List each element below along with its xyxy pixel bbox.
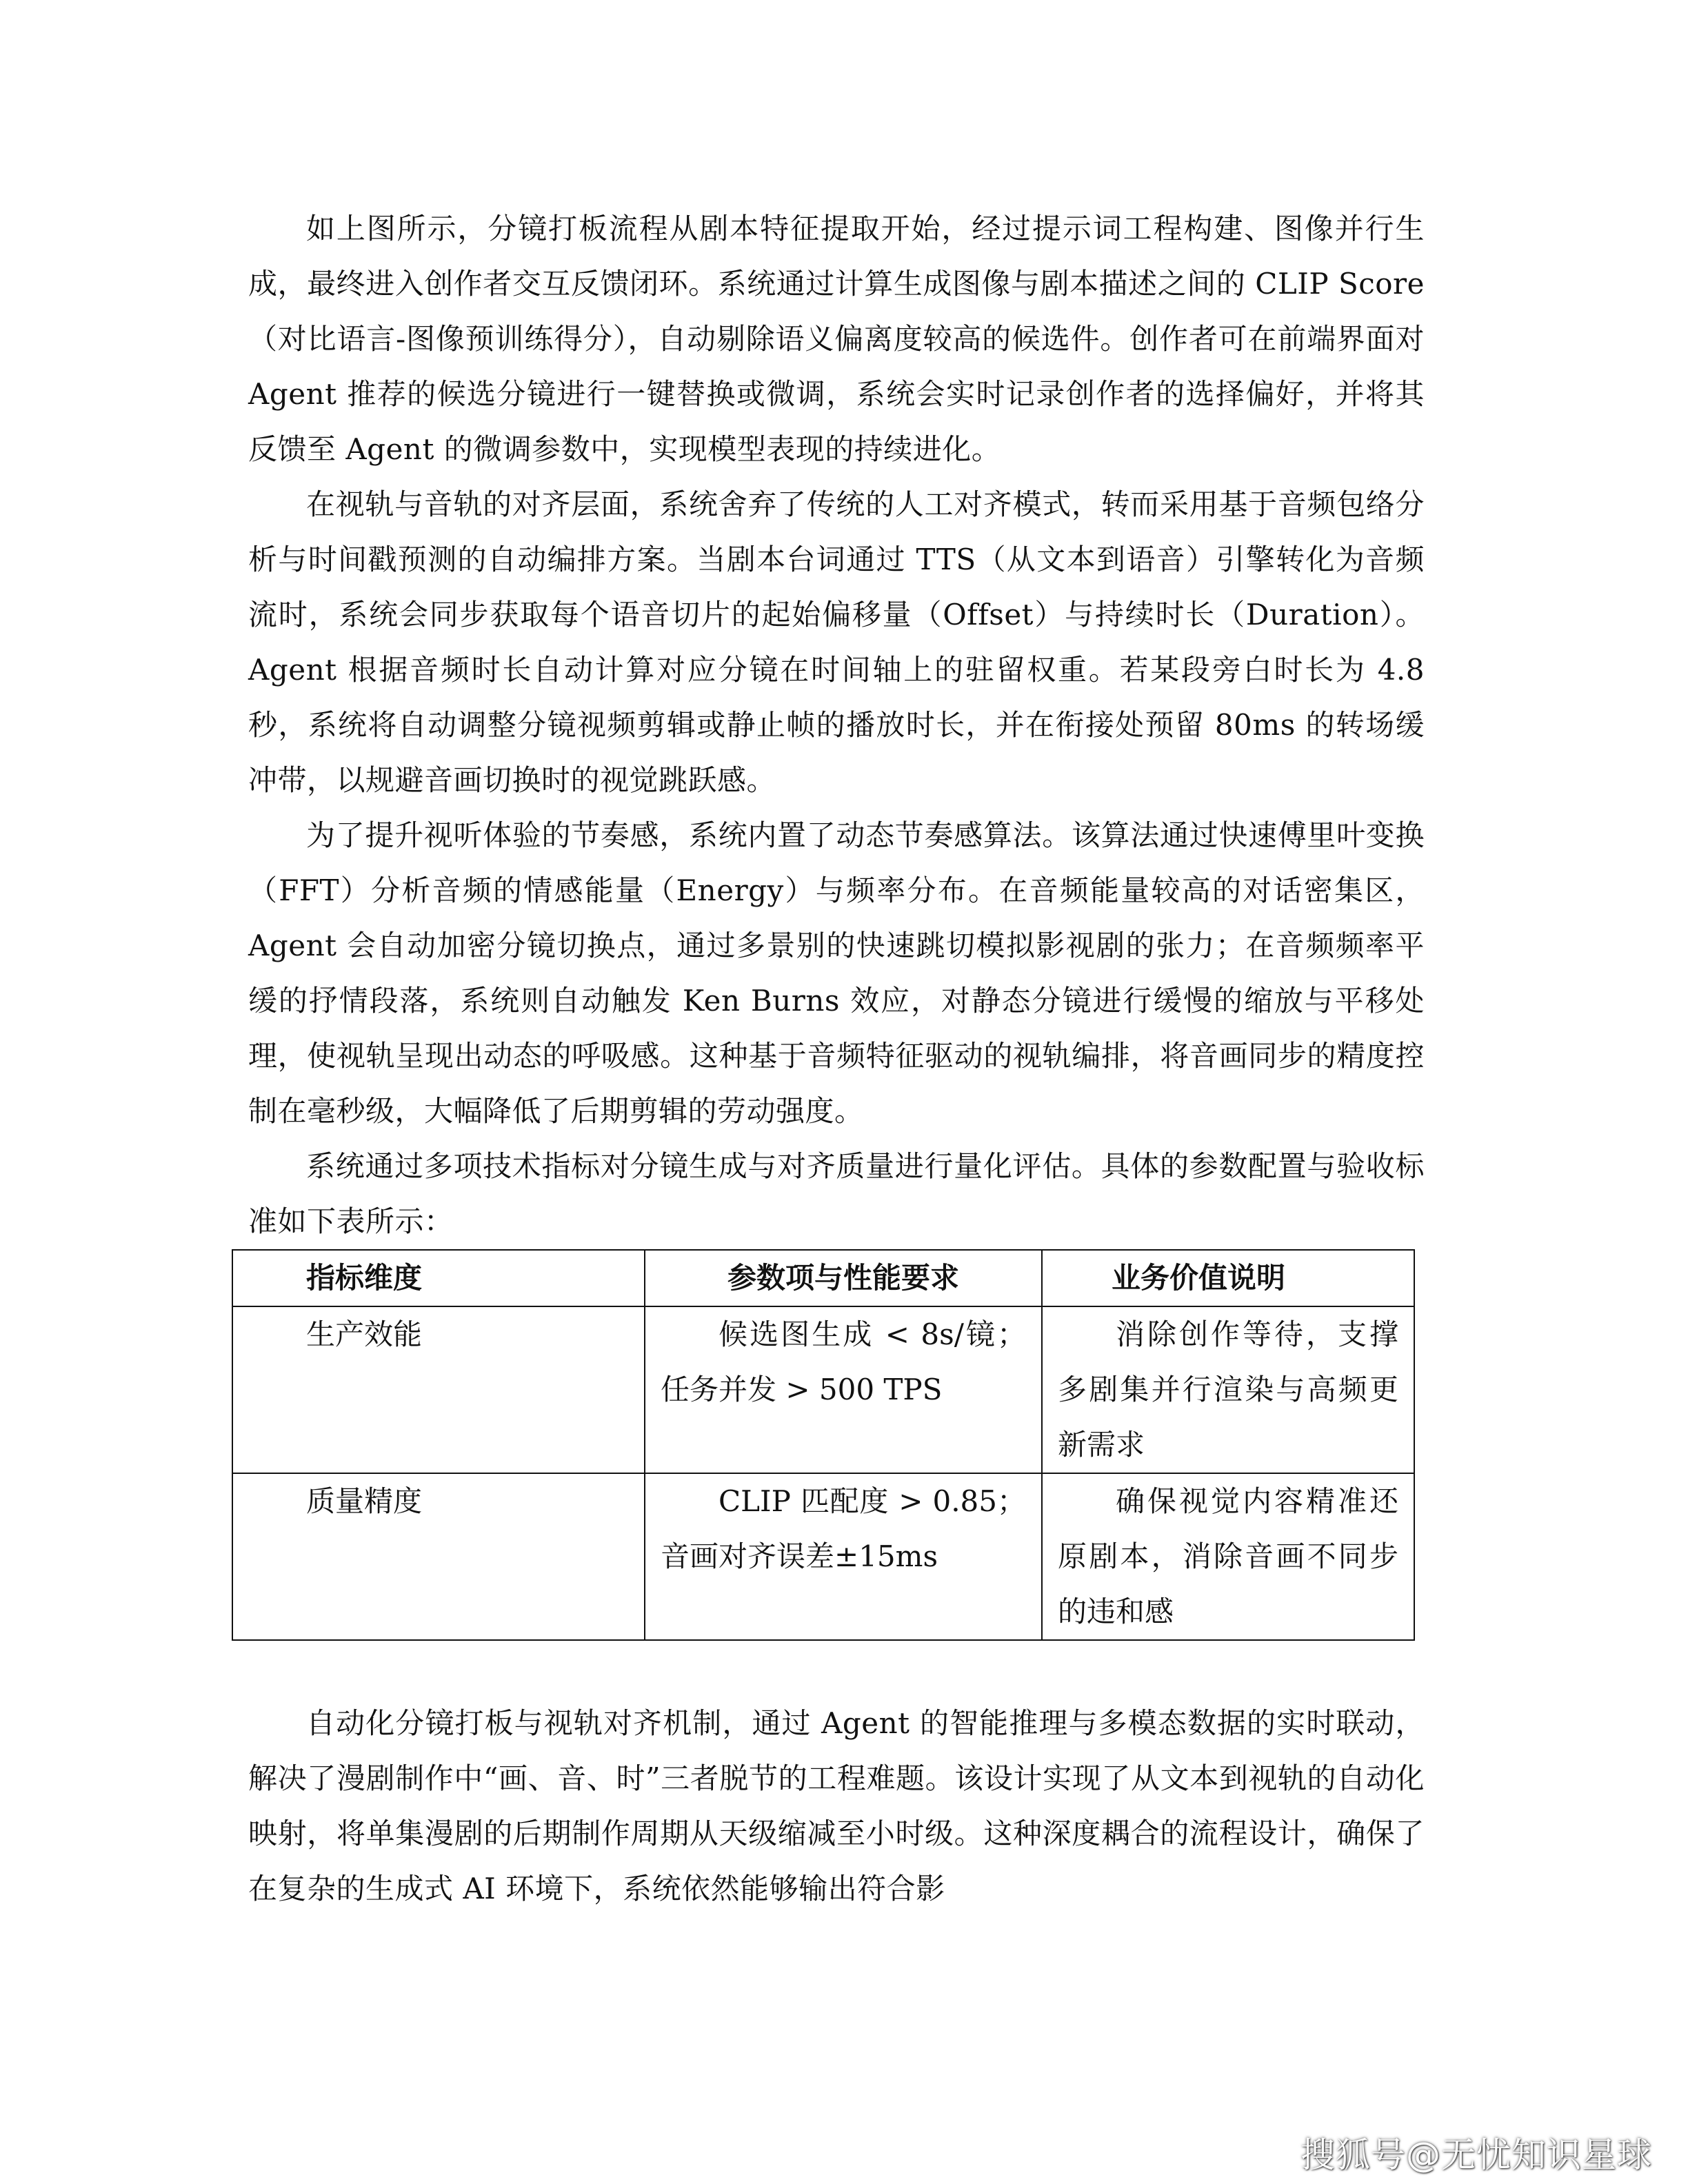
table-header-parameters: 参数项与性能要求 xyxy=(645,1250,1042,1306)
paragraph-storyboard-flow: 如上图所示，分镜打板流程从剧本特征提取开始，经过提示词工程构建、图像并行生成，最终进入创作者交互反馈闭环。系统通过计算生成图像与剧本描述之间的 CLIP Score（对比语言-图像预训练得分），自动剔除语义偏离度较高的候选件。创作者可在前端界面对 Agent 推荐的候选分镜进行一键替换或微调，系统会实时记录创作者的选择偏好，并将其反馈至 Agent 的微调参数中，实现模型表现的持续进化。 xyxy=(248,212,1425,466)
table-header-dimension: 指标维度 xyxy=(232,1250,645,1306)
paragraph-table-intro: 系统通过多项技术指标对分镜生成与对齐质量进行量化评估。具体的参数配置与验收标准如下表所示： xyxy=(248,1149,1425,1238)
paragraph-rhythm-algorithm: 为了提升视听体验的节奏感，系统内置了动态节奏感算法。该算法通过快速傅里叶变换（FFT）分析音频的情感能量（Energy）与频率分布。在音频能量较高的对话密集区，Agent 会自动加密分镜切换点，通过多景别的快速跳切模拟影视剧的张力；在音频频率平缓的抒情段落，系统则自动触发 Ken Burns 效应，对静态分镜进行缓慢的缩放与平移处理，使视轨呈现出动态的呼吸感。这种基于音频特征驱动的视轨编排，将音画同步的精度控制在毫秒级，大幅降低了后期剪辑的劳动强度。 xyxy=(248,818,1425,1128)
paragraph-spacer xyxy=(248,1641,1425,1696)
watermark-text: 搜狐号@无忧知识星球 xyxy=(1300,2135,1652,2175)
table-row xyxy=(232,1473,1414,1640)
table-cell-dimension: 生产效能 xyxy=(232,1306,645,1473)
metrics-table xyxy=(232,1249,1415,1641)
table-header-row xyxy=(232,1250,1414,1306)
table-cell-parameters: CLIP 匹配度 > 0.85；音画对齐误差±15ms xyxy=(645,1473,1042,1640)
table-row xyxy=(232,1306,1414,1473)
document-page xyxy=(248,201,1425,1917)
table-cell-business-value: 消除创作等待，支撑多剧集并行渲染与高频更新需求 xyxy=(1042,1306,1414,1473)
table-cell-parameters: 候选图生成 < 8s/镜；任务并发 > 500 TPS xyxy=(645,1306,1042,1473)
table-header-business-value: 业务价值说明 xyxy=(1042,1250,1414,1306)
table-cell-business-value: 确保视觉内容精准还原剧本，消除音画不同步的违和感 xyxy=(1042,1473,1414,1640)
paragraph-conclusion: 自动化分镜打板与视轨对齐机制，通过 Agent 的智能推理与多模态数据的实时联动，解决了漫剧制作中“画、音、时”三者脱节的工程难题。该设计实现了从文本到视轨的自动化映射，将单集漫剧的后期制作周期从天级缩减至小时级。这种深度耦合的流程设计，确保了在复杂的生成式 AI 环境下，系统依然能够输出符合影 xyxy=(248,1706,1425,1905)
table-cell-dimension: 质量精度 xyxy=(232,1473,645,1640)
paragraph-audio-video-alignment: 在视轨与音轨的对齐层面，系统舍弃了传统的人工对齐模式，转而采用基于音频包络分析与时间戳预测的自动编排方案。当剧本台词通过 TTS（从文本到语音）引擎转化为音频流时，系统会同步获取每个语音切片的起始偏移量（Offset）与持续时长（Duration）。Agent 根据音频时长自动计算对应分镜在时间轴上的驻留权重。若某段旁白时长为 4.8 秒，系统将自动调整分镜视频剪辑或静止帧的播放时长，并在衔接处预留 80ms 的转场缓冲带，以规避音画切换时的视觉跳跃感。 xyxy=(248,487,1425,797)
